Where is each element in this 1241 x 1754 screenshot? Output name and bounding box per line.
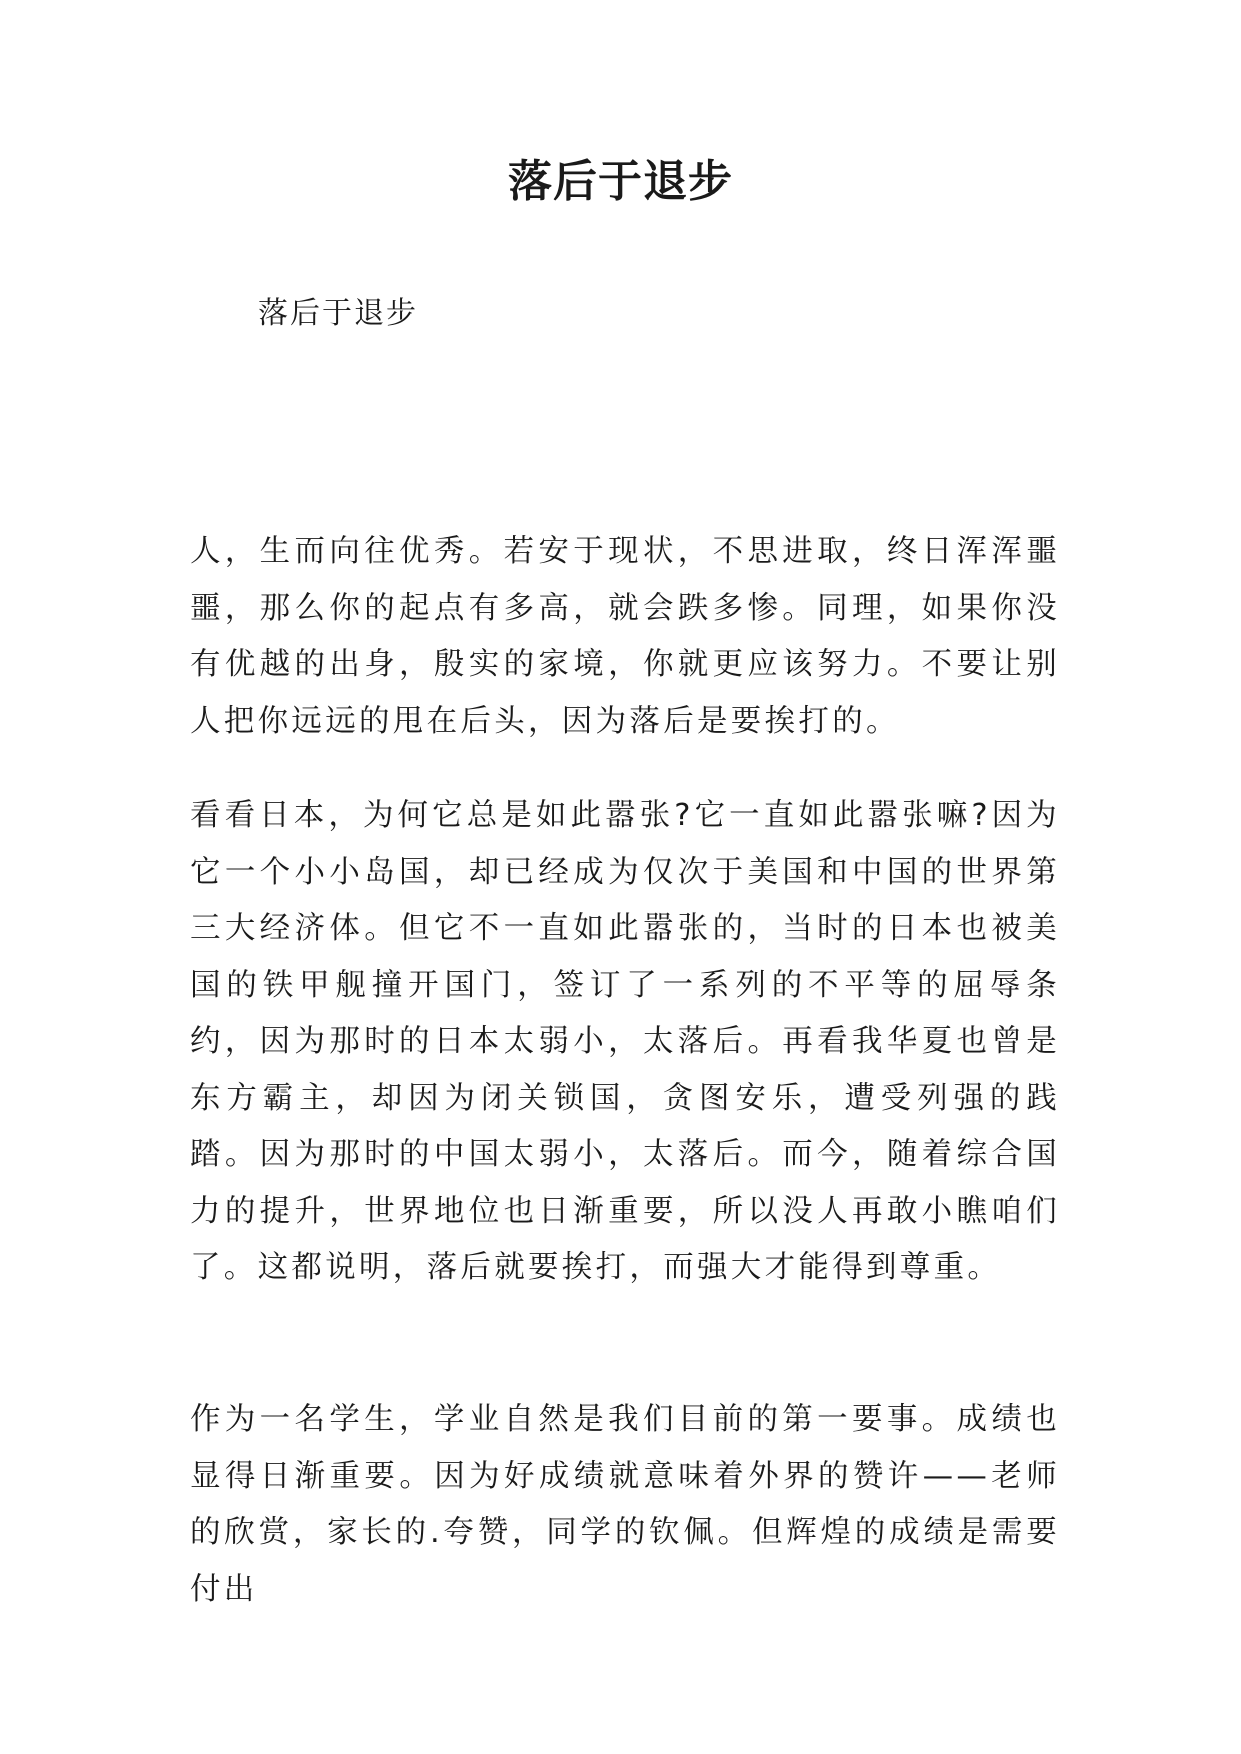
document-subtitle: 落后于退步	[258, 296, 418, 331]
paragraph-3: 作为一名学生，学业自然是我们目前的第一要事。成绩也显得日渐重要。因为好成绩就意味着外界的赞许——老师的欣赏，家长的.夸赞，同学的钦佩。但辉煌的成绩是需要付出	[190, 1402, 1060, 1607]
paragraph-1: 人，生而向往优秀。若安于现状，不思进取，终日浑浑噩噩，那么你的起点有多高，就会跌多惨。同理，如果你没有优越的出身，殷实的家境，你就更应该努力。不要让别人把你远远的甩在后头，因为落后是要挨打的。	[190, 534, 1060, 739]
document-title: 落后于退步	[508, 156, 733, 207]
paragraph-2: 看看日本，为何它总是如此嚣张?它一直如此嚣张嘛?因为它一个小小岛国，却已经成为仅次于美国和中国的世界第三大经济体。但它不一直如此嚣张的，当时的日本也被美国的铁甲舰撞开国门，签订了一系列的不平等的屈辱条约，因为那时的日本太弱小，太落后。再看我华夏也曾是东方霸主，却因为闭关锁国，贪图安乐，遭受列强的践踏。因为那时的中国太弱小，太落后。而今，随着综合国力的提升，世界地位也日渐重要，所以没人再敢小瞧咱们了。这都说明，落后就要挨打，而强大才能得到尊重。	[190, 798, 1060, 1285]
